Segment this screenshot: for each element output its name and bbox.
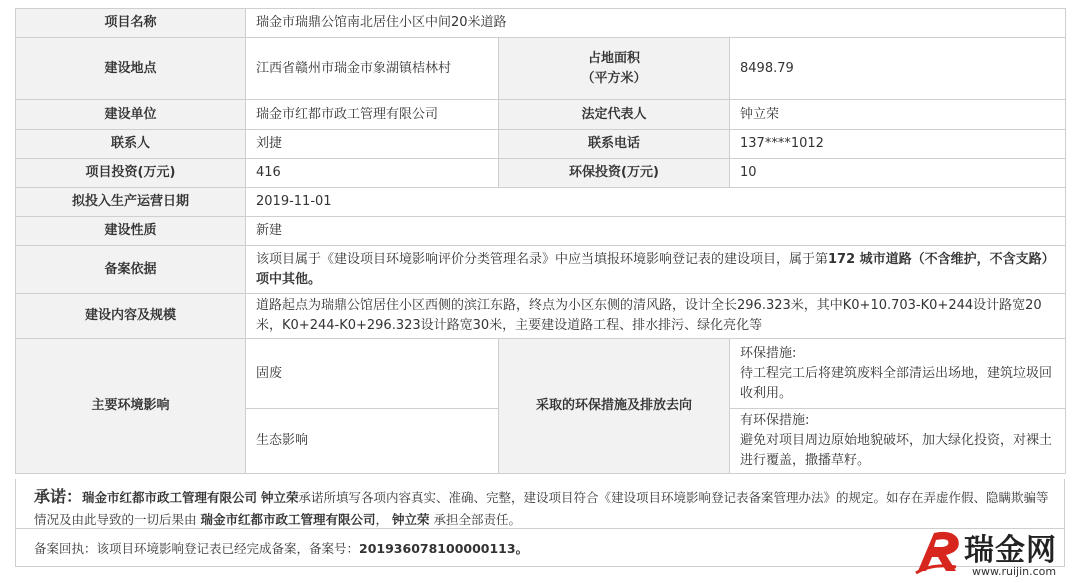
env-investment-label: 环保投资(万元) xyxy=(499,159,730,188)
measure-title: 有环保措施: xyxy=(740,413,810,428)
impact-label: 主要环境影响 xyxy=(16,339,246,474)
area-label-line1: 占地面积 xyxy=(587,50,640,66)
site-logo xyxy=(912,523,1072,581)
filing-number: 201936078100000113。 xyxy=(359,541,529,556)
location-value: 江西省赣州市瑞金市象湖镇桔林村 xyxy=(246,38,499,100)
legal-rep-label: 法定代表人 xyxy=(499,100,730,130)
investment-label: 项目投资(万元) xyxy=(16,159,246,188)
ruijin-logo-icon xyxy=(912,527,968,575)
contact-label: 联系人 xyxy=(16,130,246,159)
content-value: 道路起点为瑞鼎公馆居住小区西侧的滨江东路，终点为小区东侧的清风路，设计全长296.323米，其中K0+10.703-K0+244设计路宽20米，K0+244-K0+296.323设计路宽30米，主要建设道路工程、排水排污、绿化亮化等 xyxy=(246,294,1066,339)
measure-text: 避免对项目周边原始地貌破坏，加大绿化投资，对裸土进行覆盖，撒播草籽。 xyxy=(740,433,1053,468)
unit-label: 建设单位 xyxy=(16,100,246,130)
operation-date-value: 2019-11-01 xyxy=(246,188,1066,217)
logo-url: www.ruijin.com xyxy=(972,565,1057,578)
filing-text: 备案回执：该项目环境影响登记表已经完成备案，备案号： xyxy=(34,541,360,556)
nature-label: 建设性质 xyxy=(16,217,246,246)
measure-ecology xyxy=(730,409,1066,474)
env-investment-value: 10 xyxy=(730,159,1066,188)
basis-suffix: 项中其他。 xyxy=(256,271,322,287)
commitment-title: 承诺： xyxy=(34,487,83,506)
unit-value: 瑞金市红都市政工管理有限公司 xyxy=(246,100,499,130)
measure-text: 待工程完工后将建筑废料全部清运出场地，建筑垃圾回收利用。 xyxy=(740,365,1053,401)
commitment-person-2: 钟立荣 xyxy=(392,512,430,527)
content-label: 建设内容及规模 xyxy=(16,294,246,339)
area-label-line2: （平方米） xyxy=(581,70,647,86)
commitment-separator: ， xyxy=(375,512,389,527)
nature-value: 新建 xyxy=(246,217,1066,246)
basis-category: 172 城市道路（不含维护，不含支路） xyxy=(828,251,1055,267)
basis-text: 该项目属于《建设项目环境影响评价分类管理名录》中应当填报环境影响登记表的建设项目，属于第 xyxy=(256,251,829,267)
filing-receipt xyxy=(15,529,1065,567)
legal-rep-value: 钟立荣 xyxy=(730,100,1066,130)
project-name-label: 项目名称 xyxy=(16,9,246,38)
measure-title: 环保措施: xyxy=(740,345,797,361)
logo-name: 瑞金网 xyxy=(964,533,1057,568)
basis-value xyxy=(246,246,1066,294)
impact-item-solid-waste: 固废 xyxy=(246,339,499,409)
area-value: 8498.79 xyxy=(730,38,1066,100)
commitment-company-2: 瑞金市红都市政工管理有限公司 xyxy=(200,512,376,527)
impact-item-ecology: 生态影响 xyxy=(246,409,499,474)
commitment-section xyxy=(15,479,1065,529)
project-name-value: 瑞金市瑞鼎公馆南北居住小区中间20米道路 xyxy=(246,9,1066,38)
area-label xyxy=(499,38,730,100)
measure-solid-waste xyxy=(730,339,1066,409)
basis-label: 备案依据 xyxy=(16,246,246,294)
phone-value: 137****1012 xyxy=(730,130,1066,159)
measures-label: 采取的环保措施及排放去向 xyxy=(499,339,730,474)
contact-value: 刘捷 xyxy=(246,130,499,159)
phone-label: 联系电话 xyxy=(499,130,730,159)
registration-table xyxy=(15,8,1066,474)
commitment-company: 瑞金市红都市政工管理有限公司 xyxy=(82,490,258,505)
commitment-text-2: 承担全部责任。 xyxy=(433,512,522,527)
investment-value: 416 xyxy=(246,159,499,188)
commitment-text: 承诺所填写各项内容真实、准确、完整，建设项目符合《建设项目环境影响登记表备案管理办法》的规定。如存在弄虚作假、隐瞒欺骗等情况及由此导致的一切后果由 xyxy=(34,490,1049,527)
operation-date-label: 拟投入生产运营日期 xyxy=(16,188,246,217)
commitment-person: 钟立荣 xyxy=(261,490,299,505)
location-label: 建设地点 xyxy=(16,38,246,100)
